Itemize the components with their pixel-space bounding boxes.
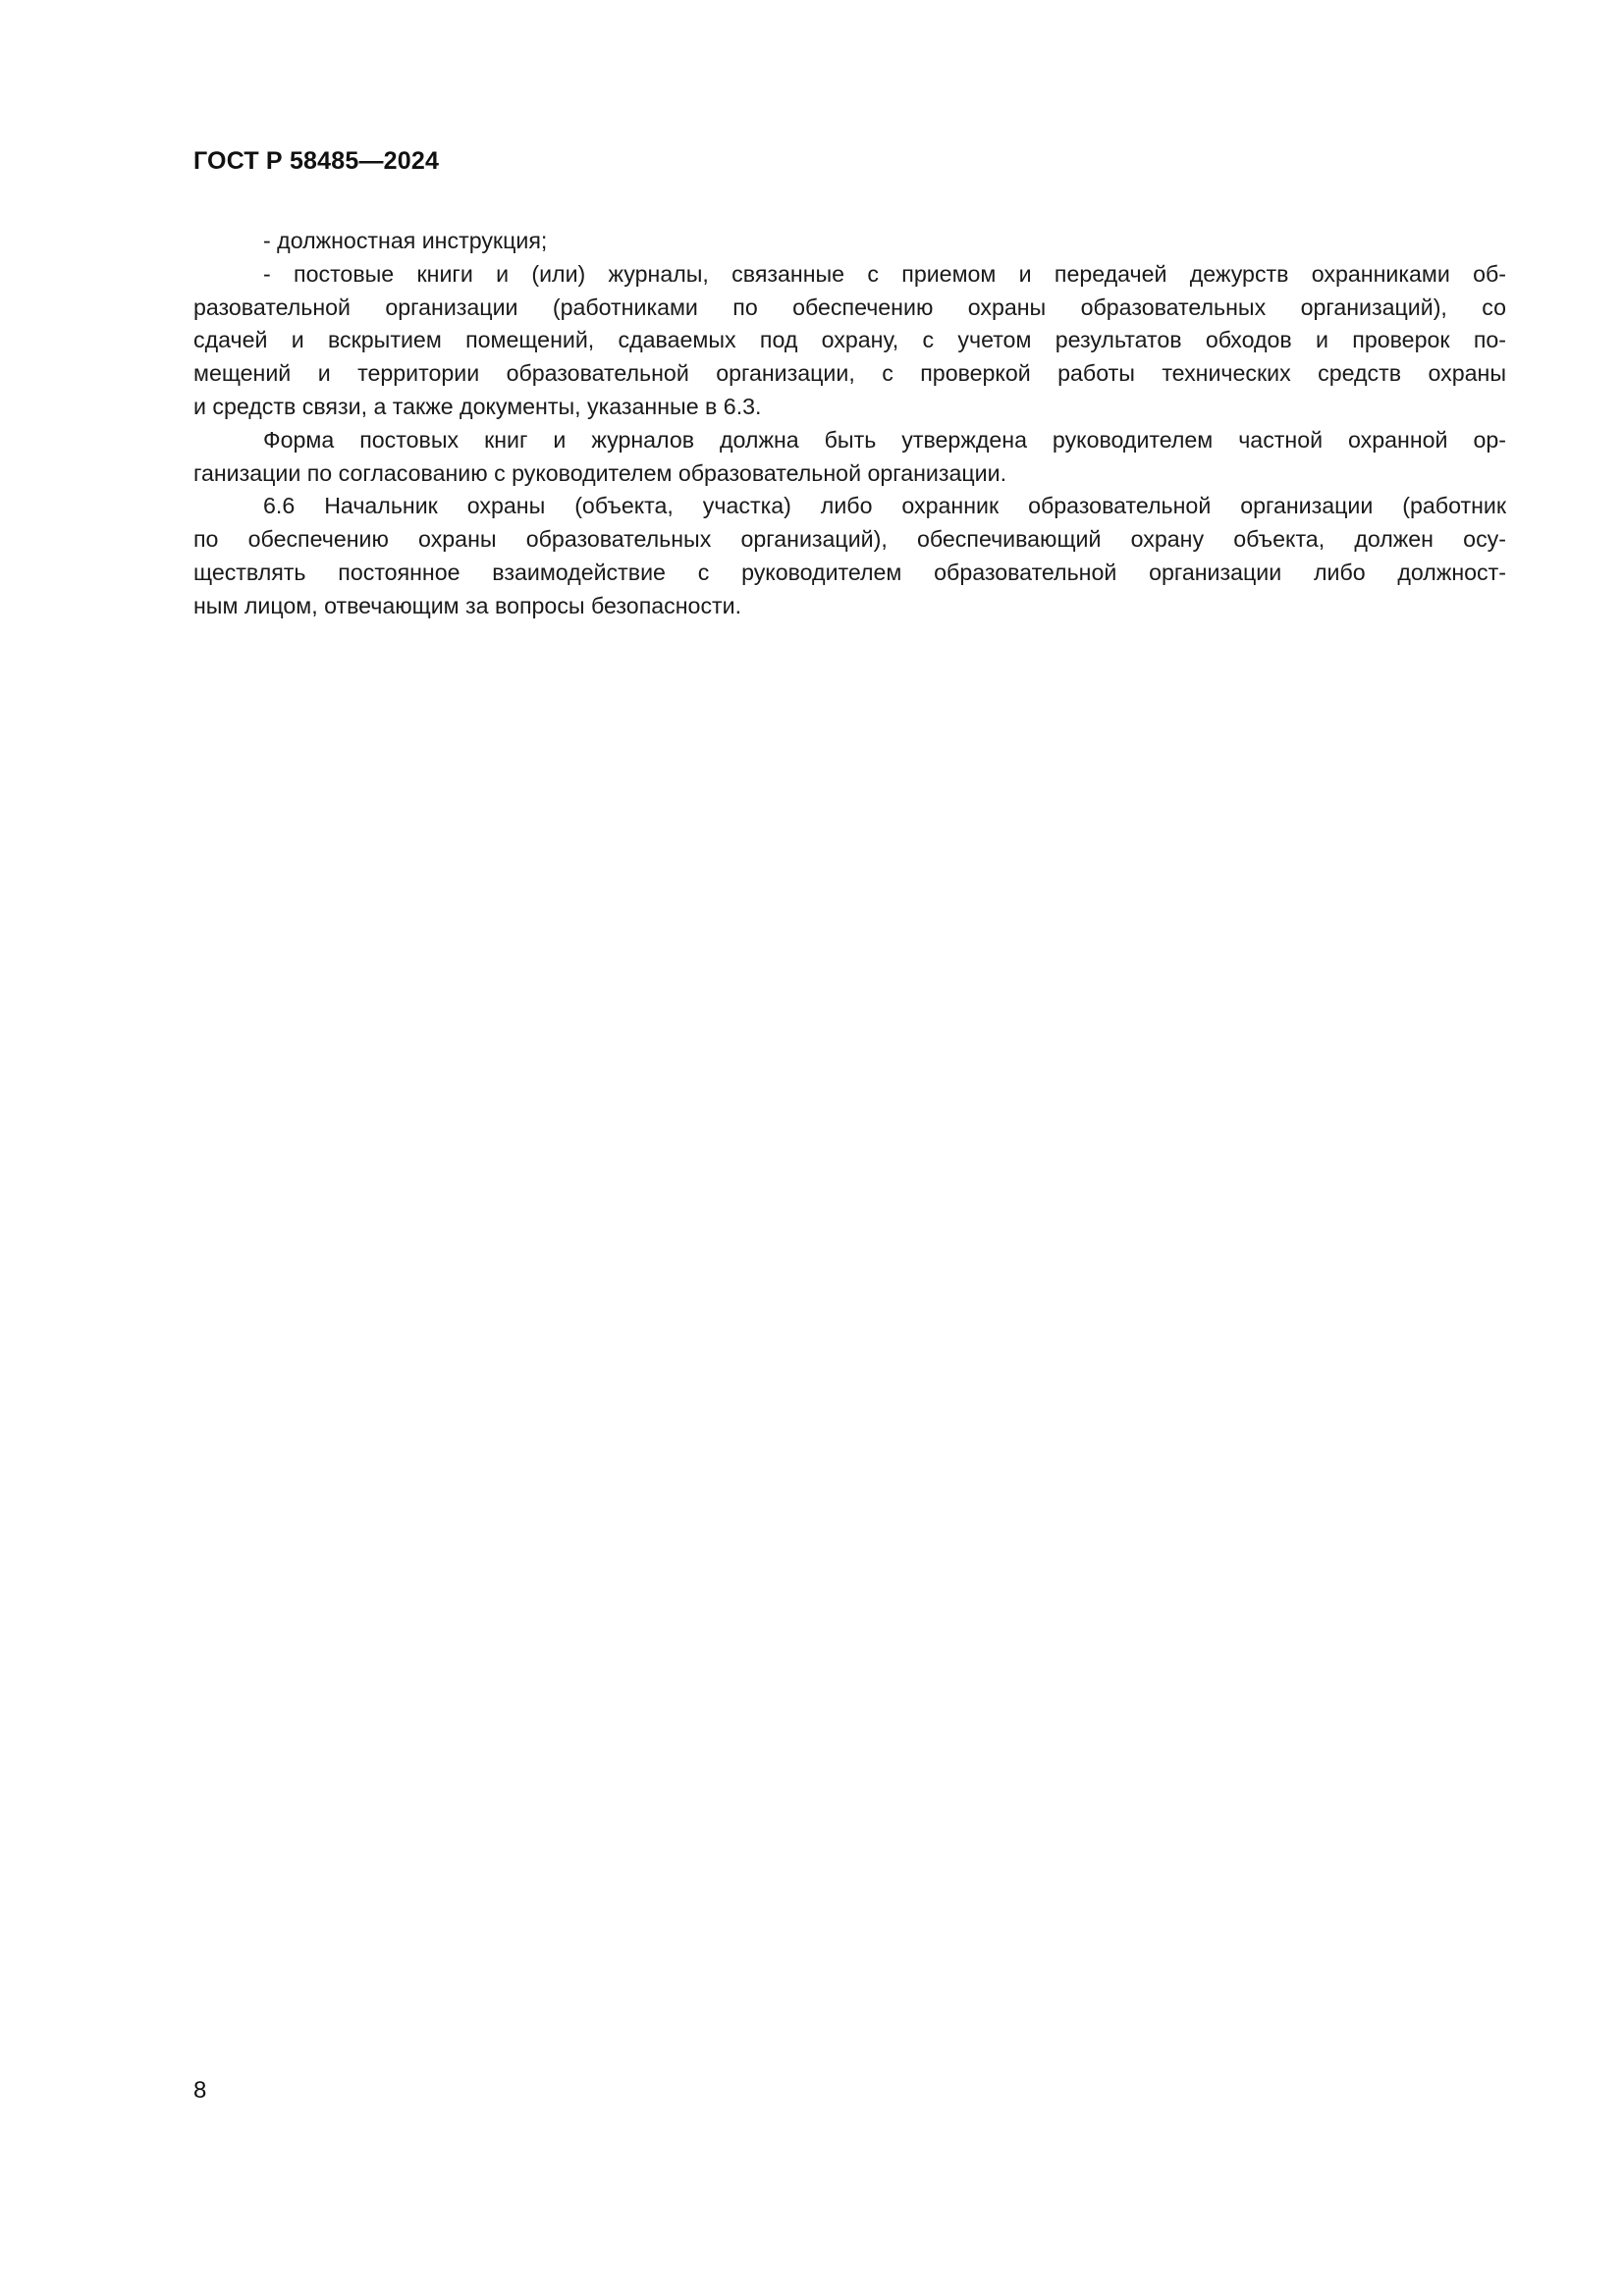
document-body bbox=[193, 225, 1506, 623]
text-line: - постовые книги и (или) журналы, связанные с приемом и передачей дежурств охранниками об- bbox=[263, 260, 1506, 287]
list-item-job-description bbox=[193, 225, 1506, 258]
text-line: ществлять постоянное взаимодействие с руководителем образовательной организации либо должност- bbox=[193, 559, 1506, 585]
clause-6-6 bbox=[193, 490, 1506, 622]
page-number: 8 bbox=[193, 2077, 207, 2104]
text-line: - должностная инструкция; bbox=[263, 228, 548, 253]
list-item-post-books bbox=[193, 258, 1506, 424]
text-line: ганизации по согласованию с руководителем образовательной организации. bbox=[193, 459, 1007, 486]
text-line: по обеспечению охраны образовательных организаций), обеспечивающий охрану объекта, должен осу- bbox=[193, 526, 1506, 553]
text-line: разовательной организации (работниками по обеспечению охраны образовательных организаций), со bbox=[193, 294, 1506, 320]
document-header: ГОСТ Р 58485—2024 bbox=[193, 147, 440, 175]
text-line: Форма постовых книг и журналов должна быть утверждена руководителем частной охранной ор- bbox=[263, 426, 1506, 453]
text-line: и средств связи, а также документы, указанные в 6.3. bbox=[193, 393, 762, 419]
text-line: мещений и территории образовательной организации, с проверкой работы технических средств охраны bbox=[193, 360, 1506, 387]
text-line: ным лицом, отвечающим за вопросы безопасности. bbox=[193, 592, 742, 618]
paragraph-form-approval bbox=[193, 424, 1506, 491]
text-line: 6.6 Начальник охраны (объекта, участка) либо охранник образовательной организации (работник bbox=[263, 493, 1506, 519]
text-line: сдачей и вскрытием помещений, сдаваемых под охрану, с учетом результатов обходов и проверок по- bbox=[193, 327, 1506, 353]
